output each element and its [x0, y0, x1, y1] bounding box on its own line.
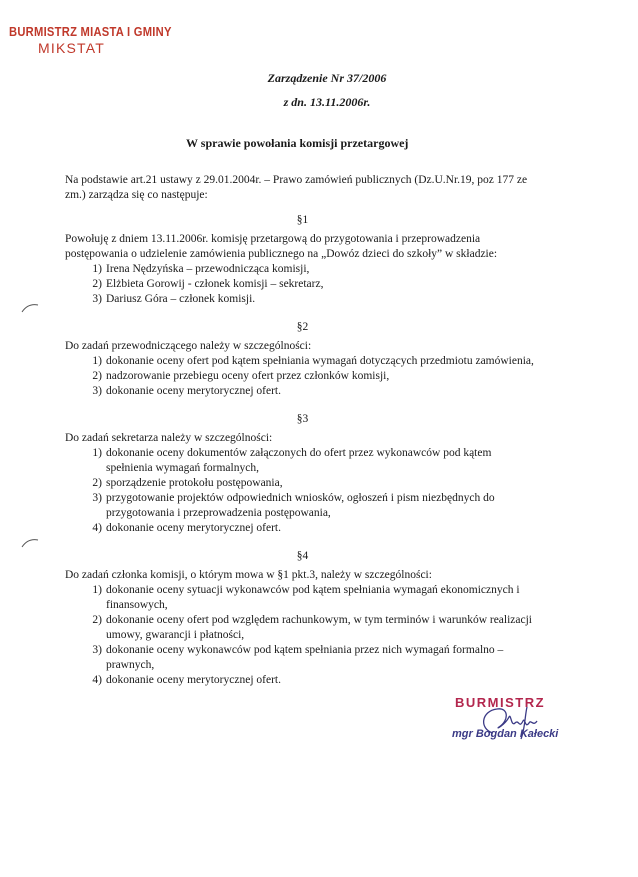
list-item: 1) Irena Nędzyńska – przewodnicząca komisji,	[92, 263, 310, 275]
list-item: 4) dokonanie oceny merytorycznej ofert.	[92, 674, 281, 686]
signature-role: BURMISTRZ	[455, 695, 546, 710]
section-list-1	[65, 262, 540, 307]
list-item: 3) Dariusz Góra – członek komisji.	[92, 293, 256, 305]
stamp-line-1: BURMISTRZ MIASTA I GMINY	[9, 24, 172, 39]
list-item: 2) nadzorowanie przebiegu oceny ofert przez członków komisji,	[92, 370, 390, 382]
section-text-3: Do zadań sekretarza należy w szczególności:	[65, 432, 273, 444]
list-item: 3) dokonanie oceny wykonawców pod kątem spełniania przez nich wymagań formalno – prawnych,	[92, 644, 504, 671]
list-item: 4) dokonanie oceny merytorycznej ofert.	[92, 522, 281, 534]
stamp-line-2: MIKSTAT	[38, 40, 105, 56]
list-item: 3) przygotowanie projektów odpowiednich wniosków, ogłoszeń i pism niezbędnych do przygotowania i przeprowadzenia postępowania,	[92, 492, 495, 519]
document-date: z dn. 13.11.2006r.	[283, 95, 371, 109]
section-text-2: Do zadań przewodniczącego należy w szczególności:	[65, 340, 312, 352]
section-heading-2: §2	[296, 321, 309, 333]
list-item: 2) dokonanie oceny ofert pod względem rachunkowym, w tym terminów i warunków realizacji umowy, gwarancji i płatności,	[92, 614, 533, 641]
document-subject: W sprawie powołania komisji przetargowej	[186, 136, 409, 150]
section-heading-3: §3	[296, 413, 309, 425]
section-text-1: Powołuję z dniem 13.11.2006r. komisję przetargową do przygotowania i przeprowadzenia postępowania o udzielenie zamówienia publicznego na „Dowóz dzieci do szkoły” w składzie:	[65, 233, 498, 260]
list-item: 1) dokonanie oceny sytuacji wykonawców pod kątem spełniania wymagań ekonomicznych i finansowych,	[92, 584, 520, 611]
office-stamp	[9, 24, 198, 56]
list-item: 1) dokonanie oceny dokumentów załączonych do ofert przez wykonawców pod kątem spełnienia wymagań formalnych,	[92, 447, 492, 474]
list-item: 3) dokonanie oceny merytorycznej ofert.	[92, 385, 281, 397]
intro-paragraph: Na podstawie art.21 ustawy z 29.01.2004r. – Prawo zamówień publicznych (Dz.U.Nr.19, poz 177 ze zm.) zarządza się co następuje:	[65, 174, 528, 201]
binder-hole-mark-icon	[20, 302, 42, 314]
list-item: 2) sporządzenie protokołu postępowania,	[92, 477, 283, 489]
document-body	[65, 173, 540, 688]
section-list-4	[65, 583, 540, 688]
signature-stamp	[445, 695, 565, 740]
list-item: 1) dokonanie oceny ofert pod kątem spełniania wymagań dotyczących przedmiotu zamówienia,	[92, 355, 534, 367]
list-item: 2) Elżbieta Gorowij - członek komisji – sekretarz,	[92, 278, 324, 290]
section-list-2	[65, 354, 540, 399]
signature-name: mgr Bogdan Kałecki	[452, 728, 559, 740]
handwritten-signature-icon	[475, 699, 545, 744]
section-heading-1: §1	[296, 214, 309, 226]
section-list-3	[65, 446, 540, 536]
section-text-4: Do zadań członka komisji, o którym mowa w §1 pkt.3, należy w szczególności:	[65, 569, 432, 581]
document-title: Zarządzenie Nr 37/2006	[267, 71, 387, 85]
section-heading-4: §4	[296, 550, 309, 562]
binder-hole-mark-icon	[20, 537, 42, 549]
